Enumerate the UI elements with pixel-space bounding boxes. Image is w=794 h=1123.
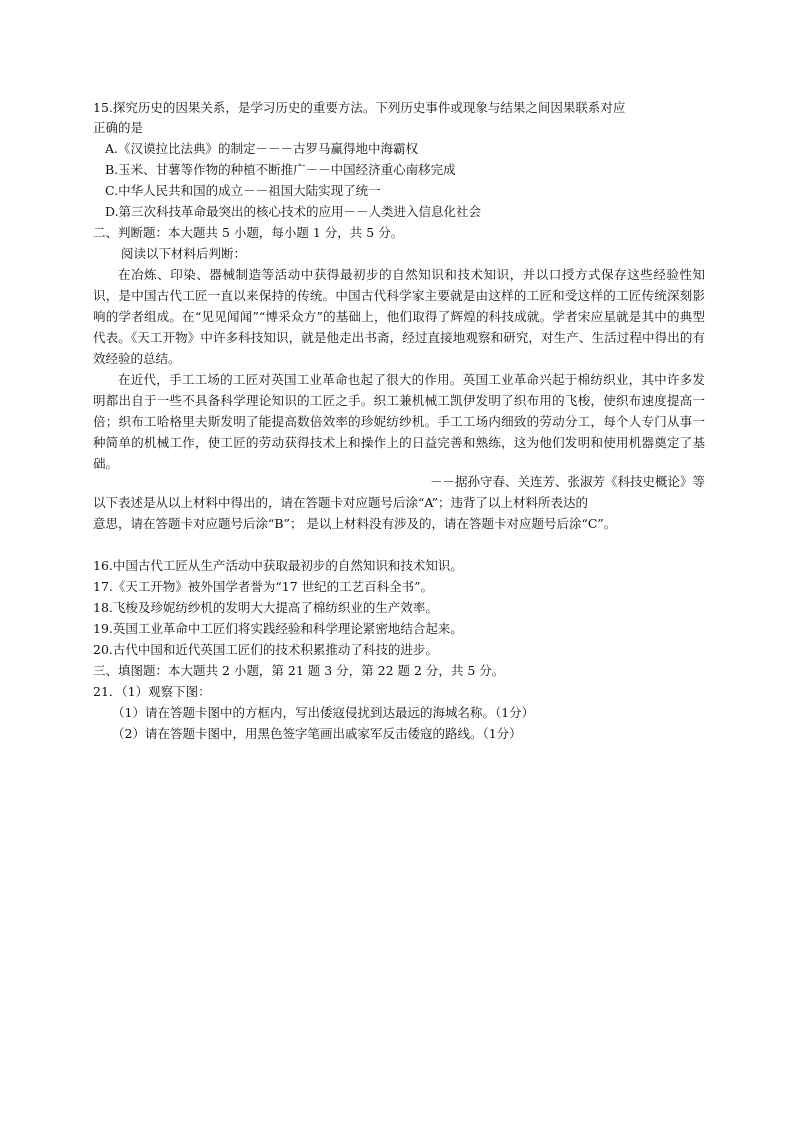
judgement-item-16: 16.中国古代工匠从生产活动中获取最初步的自然知识和技术知识。 (93, 558, 463, 573)
section2-intro: 阅读以下材料后判断： (121, 246, 247, 261)
material-paragraph-1: 在冶炼、印染、器械制造等活动中获得最初步的自然知识和技术知识，并以口授方式保存这些经验性知识，是中国古代工匠一直以来保持的传统。中国古代科学家主要就是由这样的工匠和受这样的工匠传统深刻影响的学者组成。在“见见闻闻”“博采众方”的基础上，他们取得了辉煌的科技成就。学者宋应星就是其中的典型代表。《天工开物》中许多科技知识，就是他走出书斋，经过直接地观察和研究，对生产、生活过程中得出的有效经验的总结。 (93, 267, 705, 366)
q15-stem-line2: 正确的是 (93, 120, 144, 135)
material-paragraph-2: 在近代，手工工场的工匠对英国工业革命也起了很大的作用。英国工业革命兴起于棉纺织业，其中许多发明都出自于一些不具备科学理论知识的工匠之手。织工兼机械工凯伊发明了织布用的飞梭，使织布速度提高一倍；织布工哈格里夫斯发明了能提高数倍效率的珍妮纺纱机。手工工场内细致的劳动分工，每个人专门从事一种简单的机械工作，使工匠的劳动获得技术上和操作上的日益完善和熟练，这为他们发明和使用机器奠定了基础。 (93, 372, 705, 471)
q15-option-b: B.玉米、甘薯等作物的种植不断推广－－中国经济重心南移完成 (105, 162, 456, 177)
q21-sub2: （2）请在答题卡图中，用黑色签字笔画出戚家军反击倭寇的路线。（1分） (112, 726, 522, 741)
instruction-line2: 意思，请在答题卡对应题号后涂“B”； 是以上材料没有涉及的，请在答题卡对应题号后涂“C”。 (93, 516, 617, 531)
q15-option-d: D.第三次科技革命最突出的核心技术的应用－－人类进入信息化社会 (105, 204, 482, 219)
q15-option-c: C.中华人民共和国的成立－－祖国大陆实现了统一 (105, 183, 381, 198)
q15-stem-line1: 15.探究历史的因果关系，是学习历史的重要方法。下列历史事件或现象与结果之间因果联系对应 (93, 100, 626, 115)
judgement-item-19: 19.英国工业革命中工匠们将实践经验和科学理论紧密地结合起来。 (93, 621, 463, 636)
section2-heading: 二、判断题：本大题共 5 小题，每小题 1 分，共 5 分。 (93, 225, 404, 240)
q15-option-a: A.《汉谟拉比法典》的制定－－－古罗马赢得地中海霸权 (105, 141, 419, 156)
material-source: －－据孙守春、关连芳、张淑芳《科技史概论》等 (429, 474, 705, 489)
instruction-line1: 以下表述是从以上材料中得出的，请在答题卡对应题号后涂“A”；违背了以上材料所表达的 (93, 495, 588, 510)
judgement-item-20: 20.古代中国和近代英国工匠们的技术积累推动了科技的进步。 (93, 642, 438, 657)
judgement-item-18: 18.飞梭及珍妮纺纱机的发明大大提高了棉纺织业的生产效率。 (93, 600, 438, 615)
q21-prompt: 21．（1）观察下图： (93, 684, 211, 699)
judgement-item-17: 17.《天工开物》被外国学者誉为“17 世纪的工艺百科全书”。 (93, 579, 434, 594)
q21-sub1: （1）请在答题卡图中的方框内，写出倭寇侵扰到达最远的海城名称。（1分） (112, 705, 535, 720)
section3-heading: 三、填图题：本大题共 2 小题，第 21 题 3 分，第 22 题 2 分，共 5 分。 (93, 663, 505, 678)
